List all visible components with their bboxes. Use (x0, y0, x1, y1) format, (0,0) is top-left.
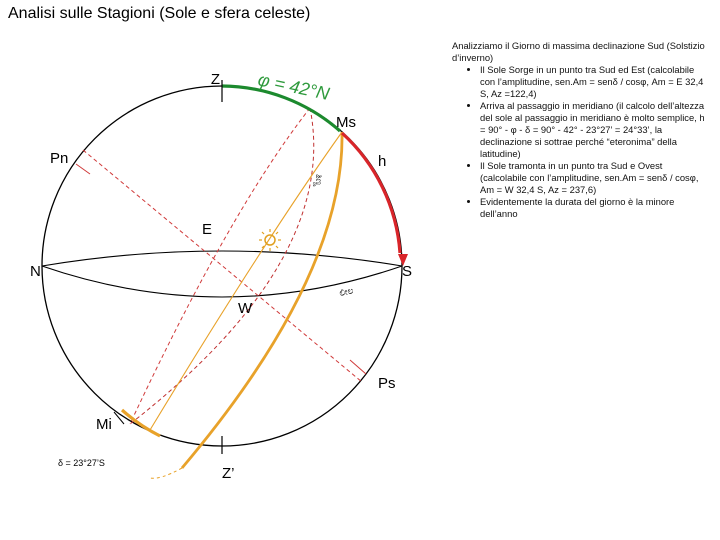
notes-intro: Analizziamo il Giorno di massima declinazione Sud (Solstizio d’inverno) (452, 40, 705, 63)
north-pole-tick (76, 164, 90, 174)
celestial-equator-front (130, 108, 314, 424)
notes-bullet-daylength: • Evidentemente la durata del giorno è la minore dell’anno (480, 196, 710, 220)
meridian-height-arc (342, 133, 400, 253)
west-label: W (238, 300, 253, 317)
notes-bullet-list (452, 64, 710, 220)
arc-label-lower: ಲೀಲ (338, 285, 355, 298)
declination-formula: δ = 23°27’S (58, 458, 105, 468)
south-label: S (402, 263, 413, 280)
arc-label-upper: ತಿಣ್ಣ (314, 174, 324, 187)
sun-path-below (150, 468, 182, 478)
north-label: N (30, 263, 41, 280)
notes-panel (452, 40, 710, 220)
south-pole-label: Ps (378, 375, 396, 392)
north-pole-label: Pn (50, 150, 69, 167)
zenith-label: Z (210, 71, 220, 88)
sunset-point-label: Mi (96, 416, 112, 433)
height-label: h (378, 153, 387, 170)
sun-icon (259, 229, 281, 251)
latitude-formula: φ = 42°N (256, 69, 332, 104)
notes-bullet-sunrise: • Il Sole Sorge in un punto tra Sud ed Est (calcolabile con l’amplitudine, sen.Am = senδ / cosφ, Am = E 32,4 S, Az =122,4) (480, 64, 710, 100)
slide-title: Analisi sulle Stagioni (Sole e sfera celeste) (8, 5, 311, 22)
nadir-label: Z’ (222, 465, 235, 482)
notes-bullet-sunset: • Il Sole tramonta in un punto tra Sud e Ovest (calcolabile con l’amplitudine, sen.Am = senδ / cosφ, Am = W 32,4 S, Az = 237,6) (480, 160, 710, 196)
south-pole-tick (350, 360, 366, 374)
horizon-back (42, 251, 402, 266)
celestial-equator-back (130, 108, 310, 424)
east-label: E (202, 221, 213, 238)
notes-bullet-meridian: • Arriva al passaggio in meridiano (il calcolo dell’altezza del sole al passaggio in meridiano è molto semplice, h = 90° - φ - δ = 90° - 42° - 23°27’ = 24°33’, la declinazione si sottrae perché “eteronima” della latitudine) (480, 100, 710, 160)
meridian-passage-label: Ms (336, 114, 356, 131)
